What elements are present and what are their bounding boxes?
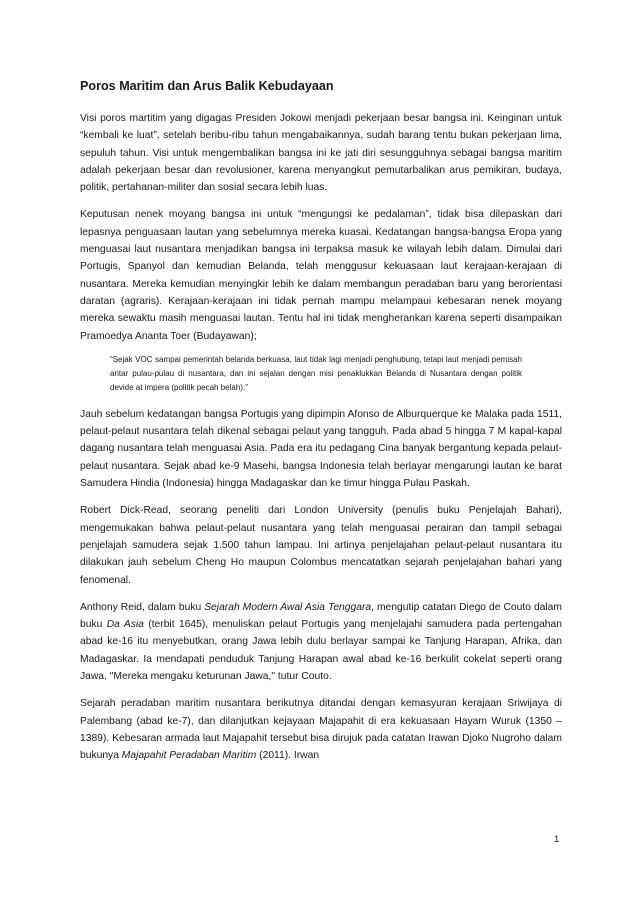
book-title-italic: Da Asia — [106, 619, 144, 631]
block-quote: “Sejak VOC sampai pemerintah belanda berkuasa, laut tidak lagi menjadi penghubung, tetapi laut menjadi pemisah antar pulau-pulau di nusantara, dan ini sejalan dengan misi penaklukkan Belanda di Nusantara dengan politik devide at impera (politik pecah belah).” — [110, 354, 522, 392]
paragraph-text: Jauh sebelum kedatangan bangsa Portugis yang dipimpin Afonso de Alburquerque ke Malaka pada 1511, pelaut-pelaut nusantara telah dikenal sebagai pelaut yang tangguh. Pada abad 5 hingga 7 M kapal-kapal dagang nusantara telah menguasai Asia. Pada era itu pedagang Cina banyak bergantung kepada pelaut-pelaut nusantara. Sejak abad ke-9 Masehi, bangsa Indonesia telah berlayar mengarungi lautan ke barat Samudera Hindia (Indonesia) hingga Madagaskar dan ke timur hingga Pulau Paskah. — [80, 408, 562, 490]
book-title-italic: Majapahit Peradaban Maritim — [121, 750, 257, 762]
page-number: 1 — [554, 834, 560, 845]
paragraph-text: (2011). Irwan — [256, 750, 320, 762]
paragraph-text: (terbit 1645), menuliskan pelaut Portugis yang menjelajahi samudera pada pertengahan abad ke-16 itu menyebutkan, orang Jawa lebih dulu berlayar sampai ke Tanjung Harapan, Afrika, dan Madagaskar. Ia mendapati penduduk Tanjung Harapan awal abad ke-16 berkulit cokelat seperti orang Jawa. "Mereka mengaku keturunan Jawa," tutur Couto. — [80, 619, 562, 683]
paragraph-4 — [80, 502, 562, 588]
document-body — [80, 78, 562, 775]
paragraph-text: Robert Dick-Read, seorang peneliti dari London University (penulis buku Penjelajah Bahari), mengemukakan bahwa pelaut-pelaut nusantara yang telah menguasai perairan dan tampil sebagai penjelajah samudera sejak 1.500 tahun lampau. Ini artinya penjelajahan pelaut-pelaut nusantara itu dilakukan jauh sebelum Cheng Ho maupun Colombus mencatatkan sejarah penjelajahan bahari yang fenomenal. — [80, 505, 562, 586]
paragraph-3 — [80, 406, 562, 492]
paragraph-text: Sejarah peradaban maritim nusantara berikutnya ditandai dengan kemasyuran kerajaan Sriwijaya di Palembang (abad ke-7), dan dilanjutkan kejayaan Majapahit di era kekuasaan Hayam Wuruk (1350 – 1389). Kebesaran armada laut Majapahit tersebut bisa dirujuk pada catatan Irawan Djoko Nugroho dalam bukunya — [80, 698, 562, 762]
paragraph-text: , mengutip catatan Diego de Couto dalam buku — [80, 601, 562, 631]
book-title-italic: Sejarah Modern Awal Asia Tenggara — [204, 601, 372, 613]
paragraph-6 — [80, 695, 562, 764]
paragraph-5 — [80, 599, 562, 685]
paragraph-1 — [80, 110, 562, 196]
paragraph-text: Visi poros martitim yang digagas Presiden Jokowi menjadi pekerjaan besar bangsa ini. Keinginan untuk “kembali ke luat”, setelah beribu-ribu tahun mengabaikannya, sudah barang tentu bukan pekerjaan lima, sepuluh tahun. Visi untuk mengembalikan bangsa ini ke jati diri sesungguhnya sebagai bangsa maritim adalah pekerjaan besar dan revolusioner, karena menyangkut pemutarbalikan arus pemikiran, budaya, politik, pertahanan-militer dan sosial secara lebih luas. — [80, 113, 562, 194]
paragraph-text: Anthony Reid, dalam buku — [80, 601, 205, 613]
paragraph-text: Keputusan nenek moyang bangsa ini untuk “mengungsi ke pedalaman”, tidak bisa dilepaskan dari lepasnya penguasaan lautan yang sebelumnya mereka kuasai. Kedatangan bangsa-bangsa Eropa yang menguasai laut nusantara menjadikan bangsa ini terpaksa masuk ke wilayah lebih dalam. Dimulai dari Portugis, Spanyol dan kemudian Belanda, telah menggusur kekuasaan laut kerajaan-kerajaan di nusantara. Mereka kemudian menyingkir lebih ke dalam membangun peradaban baru yang berorientasi daratan (agraris). Kerajaan-kerajaan ini tidak pernah mampu melampaui kebesaran nenek moyang mereka sewaktu masih menguasai lautan. Tentu hal ini tidak mengherankan karena seperti disampaikan Pramoedya Ananta Toer (Budayawan); — [80, 209, 562, 342]
paragraph-2 — [80, 206, 562, 344]
document-title: Poros Maritim dan Arus Balik Kebudayaan — [80, 79, 334, 93]
